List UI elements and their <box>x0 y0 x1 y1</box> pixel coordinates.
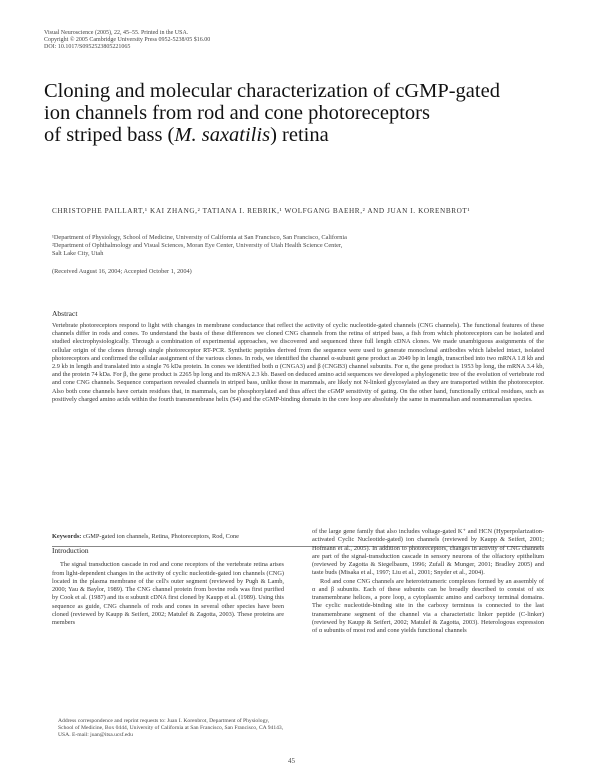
page-number: 45 <box>288 757 295 765</box>
species-name: M. saxatilis <box>174 124 271 146</box>
affiliation-1: ¹Department of Physiology, School of Medicine, University of California at San Francisco, San Francisco, California <box>52 234 347 241</box>
keywords-text: cGMP-gated ion channels, Retina, Photoreceptors, Rod, Cone <box>82 533 239 540</box>
doi-line: DOI: 10.1017/S0952523805221065 <box>44 44 131 50</box>
keywords-label: Keywords: <box>52 533 82 540</box>
author-list: CHRISTOPHE PAILLART,¹ KAI ZHANG,² TATIANA I. REBRIK,¹ WOLFGANG BAEHR,² AND JUAN I. KORENBROT¹ <box>52 207 471 215</box>
abstract-body: Vertebrate photoreceptors respond to light with changes in membrane conductance that reflect the activity of cyclic nucleotide-gated channels (CNG channels). The functional features of these channels differ in rods and cones. To understand the basis of these differences we cloned CNG channels from the retina of striped bass, a fish from which photoreceptors can be isolated and studied electrophysiologically. Through a combination of experimental approaches, we discovered and sequenced three full length cDNA clones. We made unambiguous assignments of the cellular origin of the clones through single photoreceptor RT-PCR. Synthetic peptides derived from the sequence were used to generate monoclonal antibodies which labeled intact, isolated photoreceptors and confirmed the cellular assignment of the various clones. In rods, we identified the channel α-subunit gene product as 2049 bp in length, transcribed into two mRNA 1.8 kb and 2.9 kb in length and translated into a single 76 kDa protein. In cones we identified both α (CNGA3) and β (CNGB3) channel subunits. For α, the gene product is 1953 bp long, the mRNA 3.4 kb, and the protein 74 kDa. For β, the gene product is 2265 bp long and its mRNA 2.3 kb. Based on deduced amino acid sequences we developed a phylogenetic tree of the evolution of vertebrate rod and cone CNG channels. Sequence comparison revealed channels in striped bass, unlike those in mammals, are likely not N-linked glycosylated as they are transported within the photoreceptor. Also both cone channels have certain residues that, in mammals, can be phosphorylated and thus affect the cGMP sensitivity of gating. On the other hand, functionally critical residues, such as positively charged amino acids within the fourth transmembrane helix (S4) and the cGMP-binding domain in the core loop are absolutely the same in mammalian and nonmammalian species. <box>52 322 544 403</box>
intro-paragraph-1: The signal transduction cascade in rod and cone receptors of the vertebrate retina arises from light-dependent changes in the activity of cyclic nucleotide-gated ion channels (CNG) located in the plasma membrane of the cell's outer segment (reviewed by Pugh & Lamb, 2000; Yau & Baylor, 1989). The CNG channel protein from bovine rods was first purified by Cook et al. (1987) and its α subunit cDNA first cloned by Kaupp et al. (1989). Using this sequence as guide, CNG channels of rods and cones in several other species have been cloned (reviewed by Kaupp & Seifert, 2002; Matulef & Zagotta, 2003). These proteins are members <box>52 561 284 626</box>
affiliations <box>52 234 472 258</box>
intro-paragraph-2: of the large gene family that also includes voltage-gated K⁺ and HCN (Hyperpolarization-activated Cyclic Nucleotide-gated) ion channels (reviewed by Kaupp & Seifert, 2001; Hofmann et al., 2005). In addition to photoreceptors, changes in activity of CNG channels are part of the signal-transduction cascade in sensory neurons of the olfactory epithelium (reviewed by Zagotta & Siegelbaum, 1996; Zufall & Munger, 2001; Bradley 2005) and taste buds (Misaka et al., 1997; Liu et al., 2001; Snyder et al., 2004). <box>312 528 544 577</box>
received-dates: (Received August 16, 2004; Accepted October 1, 2004) <box>52 268 192 275</box>
title-line-1: Cloning and molecular characterization of cGMP-gated <box>44 80 500 102</box>
journal-citation: Visual Neuroscience (2005), 22, 45–55. Printed in the USA. <box>44 30 189 36</box>
copyright-line: Copyright © 2005 Cambridge University Press 0952-5238/05 $16.00 <box>44 37 211 43</box>
right-column <box>312 528 544 635</box>
left-column <box>52 547 284 627</box>
title-line-3-pre: of striped bass ( <box>44 124 175 146</box>
abstract-heading: Abstract <box>52 309 78 318</box>
title-line-2: ion channels from rod and cone photoreceptors <box>44 102 430 124</box>
section-heading-introduction: Introduction <box>52 546 89 555</box>
intro-paragraph-3: Rod and cone CNG channels are heterotetrameric complexes formed by an assembly of α and β subunits. Each of these subunits can be broadly described to consist of six transmembrane helices, a pore loop, a cytoplasmic amino and carboxy terminal domains. The cyclic nucleotide-binding site in the carboxy terminus is connected to the last transmembrane segment of the channel via a characteristic linker peptide (C-linker) (reviewed by Kaupp & Seifert, 2002; Matulef & Zagotta, 2003). Heterologous expression of α subunits of most rod and cone yields functional channels <box>312 577 544 634</box>
correspondence-footnote: Address correspondence and reprint requests to: Juan I. Korenbrot, Department of Physiology, School of Medicine, Box 0444, University of California at San Francisco, San Francisco, CA 94143, USA. E-mail: juan@itsa.ucsf.edu <box>58 718 284 739</box>
paper-title <box>44 80 524 146</box>
affiliation-2: ²Department of Ophthalmology and Visual Sciences, Moran Eye Center, University of Utah Health Science Center, <box>52 242 343 249</box>
title-line-3-post: ) retina <box>270 124 329 146</box>
affiliation-3: Salt Lake City, Utah <box>52 250 104 257</box>
journal-header <box>44 30 404 51</box>
title-line-3 <box>44 124 524 146</box>
